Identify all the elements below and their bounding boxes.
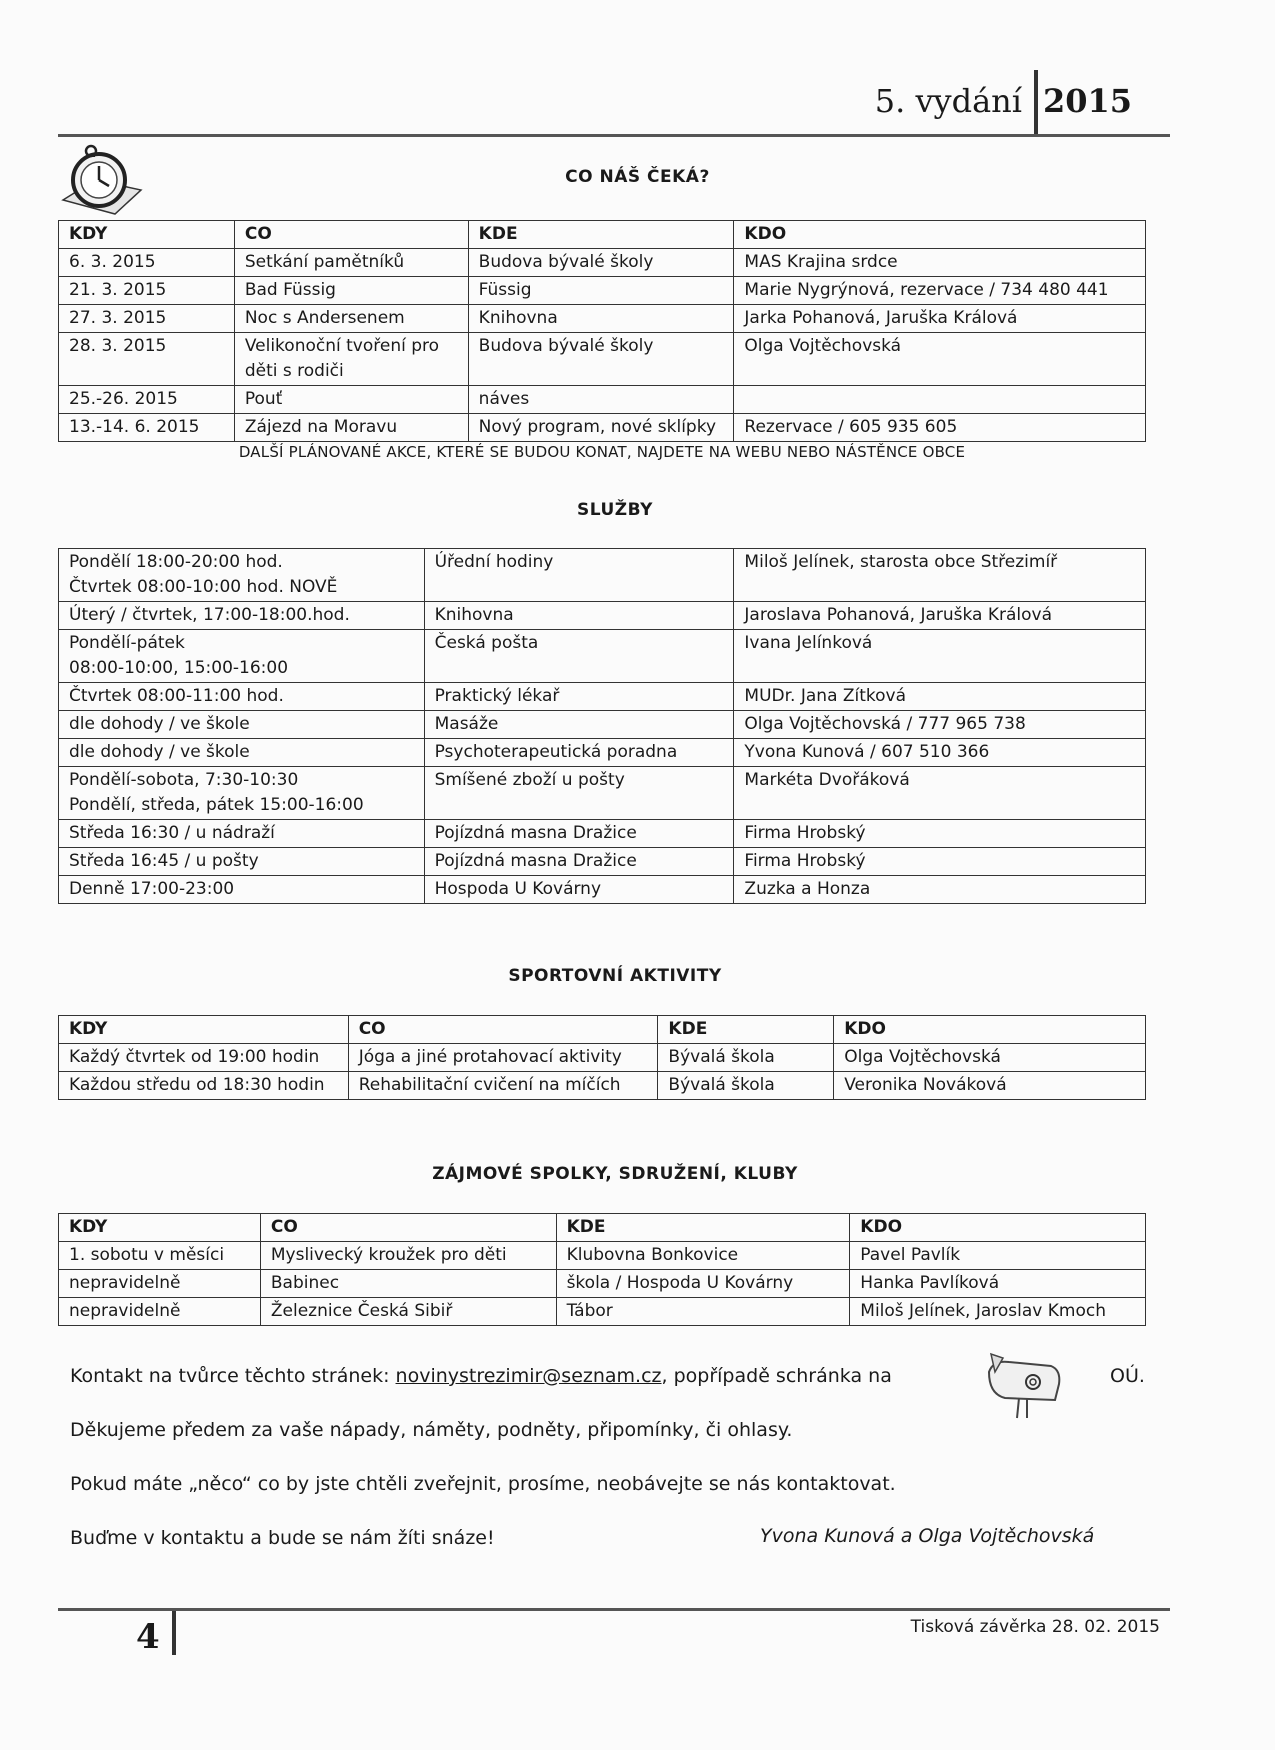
header-divider <box>1034 70 1038 134</box>
table-cell: Bývalá škola <box>658 1044 834 1072</box>
table-row <box>59 1298 1146 1326</box>
clubs-title: ZÁJMOVÉ SPOLKY, SDRUŽENÍ, KLUBY <box>432 1164 798 1184</box>
table-row <box>59 683 1146 711</box>
table-row <box>59 1044 1146 1072</box>
table-cell: Klubovna Bonkovice <box>556 1242 850 1270</box>
table-cell: Železnice Česká Sibiř <box>260 1298 556 1326</box>
services-table <box>58 548 1146 904</box>
table-cell: Pojízdná masna Dražice <box>424 820 734 848</box>
table-cell: Zuzka a Honza <box>734 876 1146 904</box>
table-row <box>59 630 1146 683</box>
events-table <box>58 220 1146 442</box>
table-cell: Středa 16:45 / u pošty <box>59 848 425 876</box>
table-row <box>59 820 1146 848</box>
table-header-row <box>59 1016 1146 1044</box>
signature: Yvona Kunová a Olga Vojtěchovská <box>760 1525 1095 1547</box>
table-row <box>59 277 1146 305</box>
table-cell: Babinec <box>260 1270 556 1298</box>
table-cell: Pojízdná masna Dražice <box>424 848 734 876</box>
table-cell: 25.-26. 2015 <box>59 386 235 414</box>
table-row <box>59 1242 1146 1270</box>
mailbox-icon <box>975 1350 1065 1420</box>
table-cell: Pondělí-sobota, 7:30-10:30 Pondělí, středa, pátek 15:00-16:00 <box>59 767 425 820</box>
table-row <box>59 333 1146 386</box>
table-cell: Yvona Kunová / 607 510 366 <box>734 739 1146 767</box>
contact-tail: OÚ. <box>1110 1365 1145 1387</box>
table-cell: Rehabilitační cvičení na míčích <box>348 1072 658 1100</box>
table-cell: Hospoda U Kovárny <box>424 876 734 904</box>
table-cell: Úřední hodiny <box>424 549 734 602</box>
table-cell: Velikonoční tvoření pro děti s rodiči <box>234 333 468 386</box>
column-header: KDY <box>59 221 235 249</box>
column-header: CO <box>260 1214 556 1242</box>
table-row <box>59 848 1146 876</box>
column-header: KDO <box>734 221 1146 249</box>
table-row <box>59 1072 1146 1100</box>
table-cell: Marie Nygrýnová, rezervace / 734 480 441 <box>734 277 1146 305</box>
table-cell: Jóga a jiné protahovací aktivity <box>348 1044 658 1072</box>
table-cell: 21. 3. 2015 <box>59 277 235 305</box>
email-link[interactable]: novinystrezimir@seznam.cz <box>395 1365 662 1387</box>
table-cell: Pouť <box>234 386 468 414</box>
table-header-row <box>59 1214 1146 1242</box>
table-cell: 6. 3. 2015 <box>59 249 235 277</box>
table-row <box>59 305 1146 333</box>
table-row <box>59 549 1146 602</box>
column-header: KDE <box>658 1016 834 1044</box>
column-header: KDE <box>556 1214 850 1242</box>
table-cell: Česká pošta <box>424 630 734 683</box>
table-cell: Füssig <box>468 277 734 305</box>
table-cell: Markéta Dvořáková <box>734 767 1146 820</box>
table-cell: Miloš Jelínek, starosta obce Střezimíř <box>734 549 1146 602</box>
events-title: CO NÁŠ ČEKÁ? <box>565 167 710 187</box>
table-cell: Firma Hrobský <box>734 820 1146 848</box>
table-row <box>59 414 1146 442</box>
services-title: SLUŽBY <box>577 500 653 520</box>
table-row <box>59 767 1146 820</box>
column-header: KDO <box>850 1214 1146 1242</box>
column-header: CO <box>234 221 468 249</box>
column-header: KDO <box>834 1016 1146 1044</box>
table-cell: MUDr. Jana Zítková <box>734 683 1146 711</box>
table-cell: Čtvrtek 08:00-11:00 hod. <box>59 683 425 711</box>
table-cell: Ivana Jelínková <box>734 630 1146 683</box>
contact-suffix: , popřípadě schránka na <box>661 1365 892 1387</box>
table-cell: Středa 16:30 / u nádraží <box>59 820 425 848</box>
table-cell: Setkání pamětníků <box>234 249 468 277</box>
table-cell <box>734 386 1146 414</box>
table-row <box>59 711 1146 739</box>
column-header: KDE <box>468 221 734 249</box>
table-cell: 1. sobotu v měsíci <box>59 1242 261 1270</box>
table-cell: Myslivecký kroužek pro děti <box>260 1242 556 1270</box>
thanks-line: Děkujeme předem za vaše nápady, náměty, podněty, připomínky, či ohlasy. <box>70 1419 793 1441</box>
table-cell: Zájezd na Moravu <box>234 414 468 442</box>
table-cell: dle dohody / ve škole <box>59 711 425 739</box>
table-cell: Jarka Pohanová, Jaruška Králová <box>734 305 1146 333</box>
table-header-row <box>59 221 1146 249</box>
table-cell: Hanka Pavlíková <box>850 1270 1146 1298</box>
sports-table <box>58 1015 1146 1100</box>
clubs-table <box>58 1213 1146 1326</box>
table-cell: nepravidelně <box>59 1270 261 1298</box>
table-row <box>59 739 1146 767</box>
table-cell: Knihovna <box>424 602 734 630</box>
table-cell: MAS Krajina srdce <box>734 249 1146 277</box>
column-header: KDY <box>59 1016 349 1044</box>
page-footer <box>58 1608 1170 1657</box>
table-cell: Praktický lékař <box>424 683 734 711</box>
table-row <box>59 386 1146 414</box>
table-cell: dle dohody / ve škole <box>59 739 425 767</box>
edition-label: 5. vydání <box>874 82 1022 120</box>
table-cell: Budova bývalé školy <box>468 249 734 277</box>
publish-line: Pokud máte „něco“ co by jste chtěli zveřejnit, prosíme, neobávejte se nás kontaktovat. <box>70 1473 896 1495</box>
sports-title: SPORTOVNÍ AKTIVITY <box>508 966 722 986</box>
table-cell: Denně 17:00-23:00 <box>59 876 425 904</box>
table-cell: Pondělí 18:00-20:00 hod. Čtvrtek 08:00-10:00 hod. NOVĚ <box>59 549 425 602</box>
table-cell: náves <box>468 386 734 414</box>
page-header <box>58 70 1170 137</box>
table-cell: Olga Vojtěchovská <box>734 333 1146 386</box>
table-row <box>59 1270 1146 1298</box>
contact-prefix: Kontakt na tvůrce těchto stránek: <box>70 1365 390 1387</box>
table-cell: Budova bývalé školy <box>468 333 734 386</box>
table-cell: Masáže <box>424 711 734 739</box>
table-cell: 27. 3. 2015 <box>59 305 235 333</box>
table-cell: Bad Füssig <box>234 277 468 305</box>
footer-divider <box>172 1611 176 1655</box>
column-header: KDY <box>59 1214 261 1242</box>
table-cell: Bývalá škola <box>658 1072 834 1100</box>
table-cell: 28. 3. 2015 <box>59 333 235 386</box>
table-cell: Pavel Pavlík <box>850 1242 1146 1270</box>
table-cell: Knihovna <box>468 305 734 333</box>
table-cell: Každý čtvrtek od 19:00 hodin <box>59 1044 349 1072</box>
table-cell: Nový program, nové sklípky <box>468 414 734 442</box>
table-cell: Tábor <box>556 1298 850 1326</box>
table-cell: škola / Hospoda U Kovárny <box>556 1270 850 1298</box>
table-cell: Olga Vojtěchovská <box>834 1044 1146 1072</box>
table-cell: Rezervace / 605 935 605 <box>734 414 1146 442</box>
table-cell: Olga Vojtěchovská / 777 965 738 <box>734 711 1146 739</box>
events-note: DALŠÍ PLÁNOVANÉ AKCE, KTERÉ SE BUDOU KONAT, NAJDETE NA WEBU NEBO NÁSTĚNCE OBCE <box>238 443 966 461</box>
table-cell: 13.-14. 6. 2015 <box>59 414 235 442</box>
table-cell: Jaroslava Pohanová, Jaruška Králová <box>734 602 1146 630</box>
table-cell: Smíšené zboží u pošty <box>424 767 734 820</box>
column-header: CO <box>348 1016 658 1044</box>
table-cell: Pondělí-pátek 08:00-10:00, 15:00-16:00 <box>59 630 425 683</box>
table-cell: Každou středu od 18:30 hodin <box>59 1072 349 1100</box>
table-row <box>59 602 1146 630</box>
table-cell: Úterý / čtvrtek, 17:00-18:00.hod. <box>59 602 425 630</box>
press-deadline: Tisková závěrka 28. 02. 2015 <box>910 1617 1160 1637</box>
closing-line: Buďme v kontaktu a bude se nám žíti snáze! <box>70 1527 495 1549</box>
table-cell: Noc s Andersenem <box>234 305 468 333</box>
table-row <box>59 876 1146 904</box>
table-cell: nepravidelně <box>59 1298 261 1326</box>
table-cell: Psychoterapeutická poradna <box>424 739 734 767</box>
page-number: 4 <box>136 1617 160 1657</box>
table-cell: Firma Hrobský <box>734 848 1146 876</box>
year-label: 2015 <box>1042 82 1132 120</box>
table-cell: Veronika Nováková <box>834 1072 1146 1100</box>
contact-line <box>70 1365 892 1387</box>
table-cell: Miloš Jelínek, Jaroslav Kmoch <box>850 1298 1146 1326</box>
table-row <box>59 249 1146 277</box>
